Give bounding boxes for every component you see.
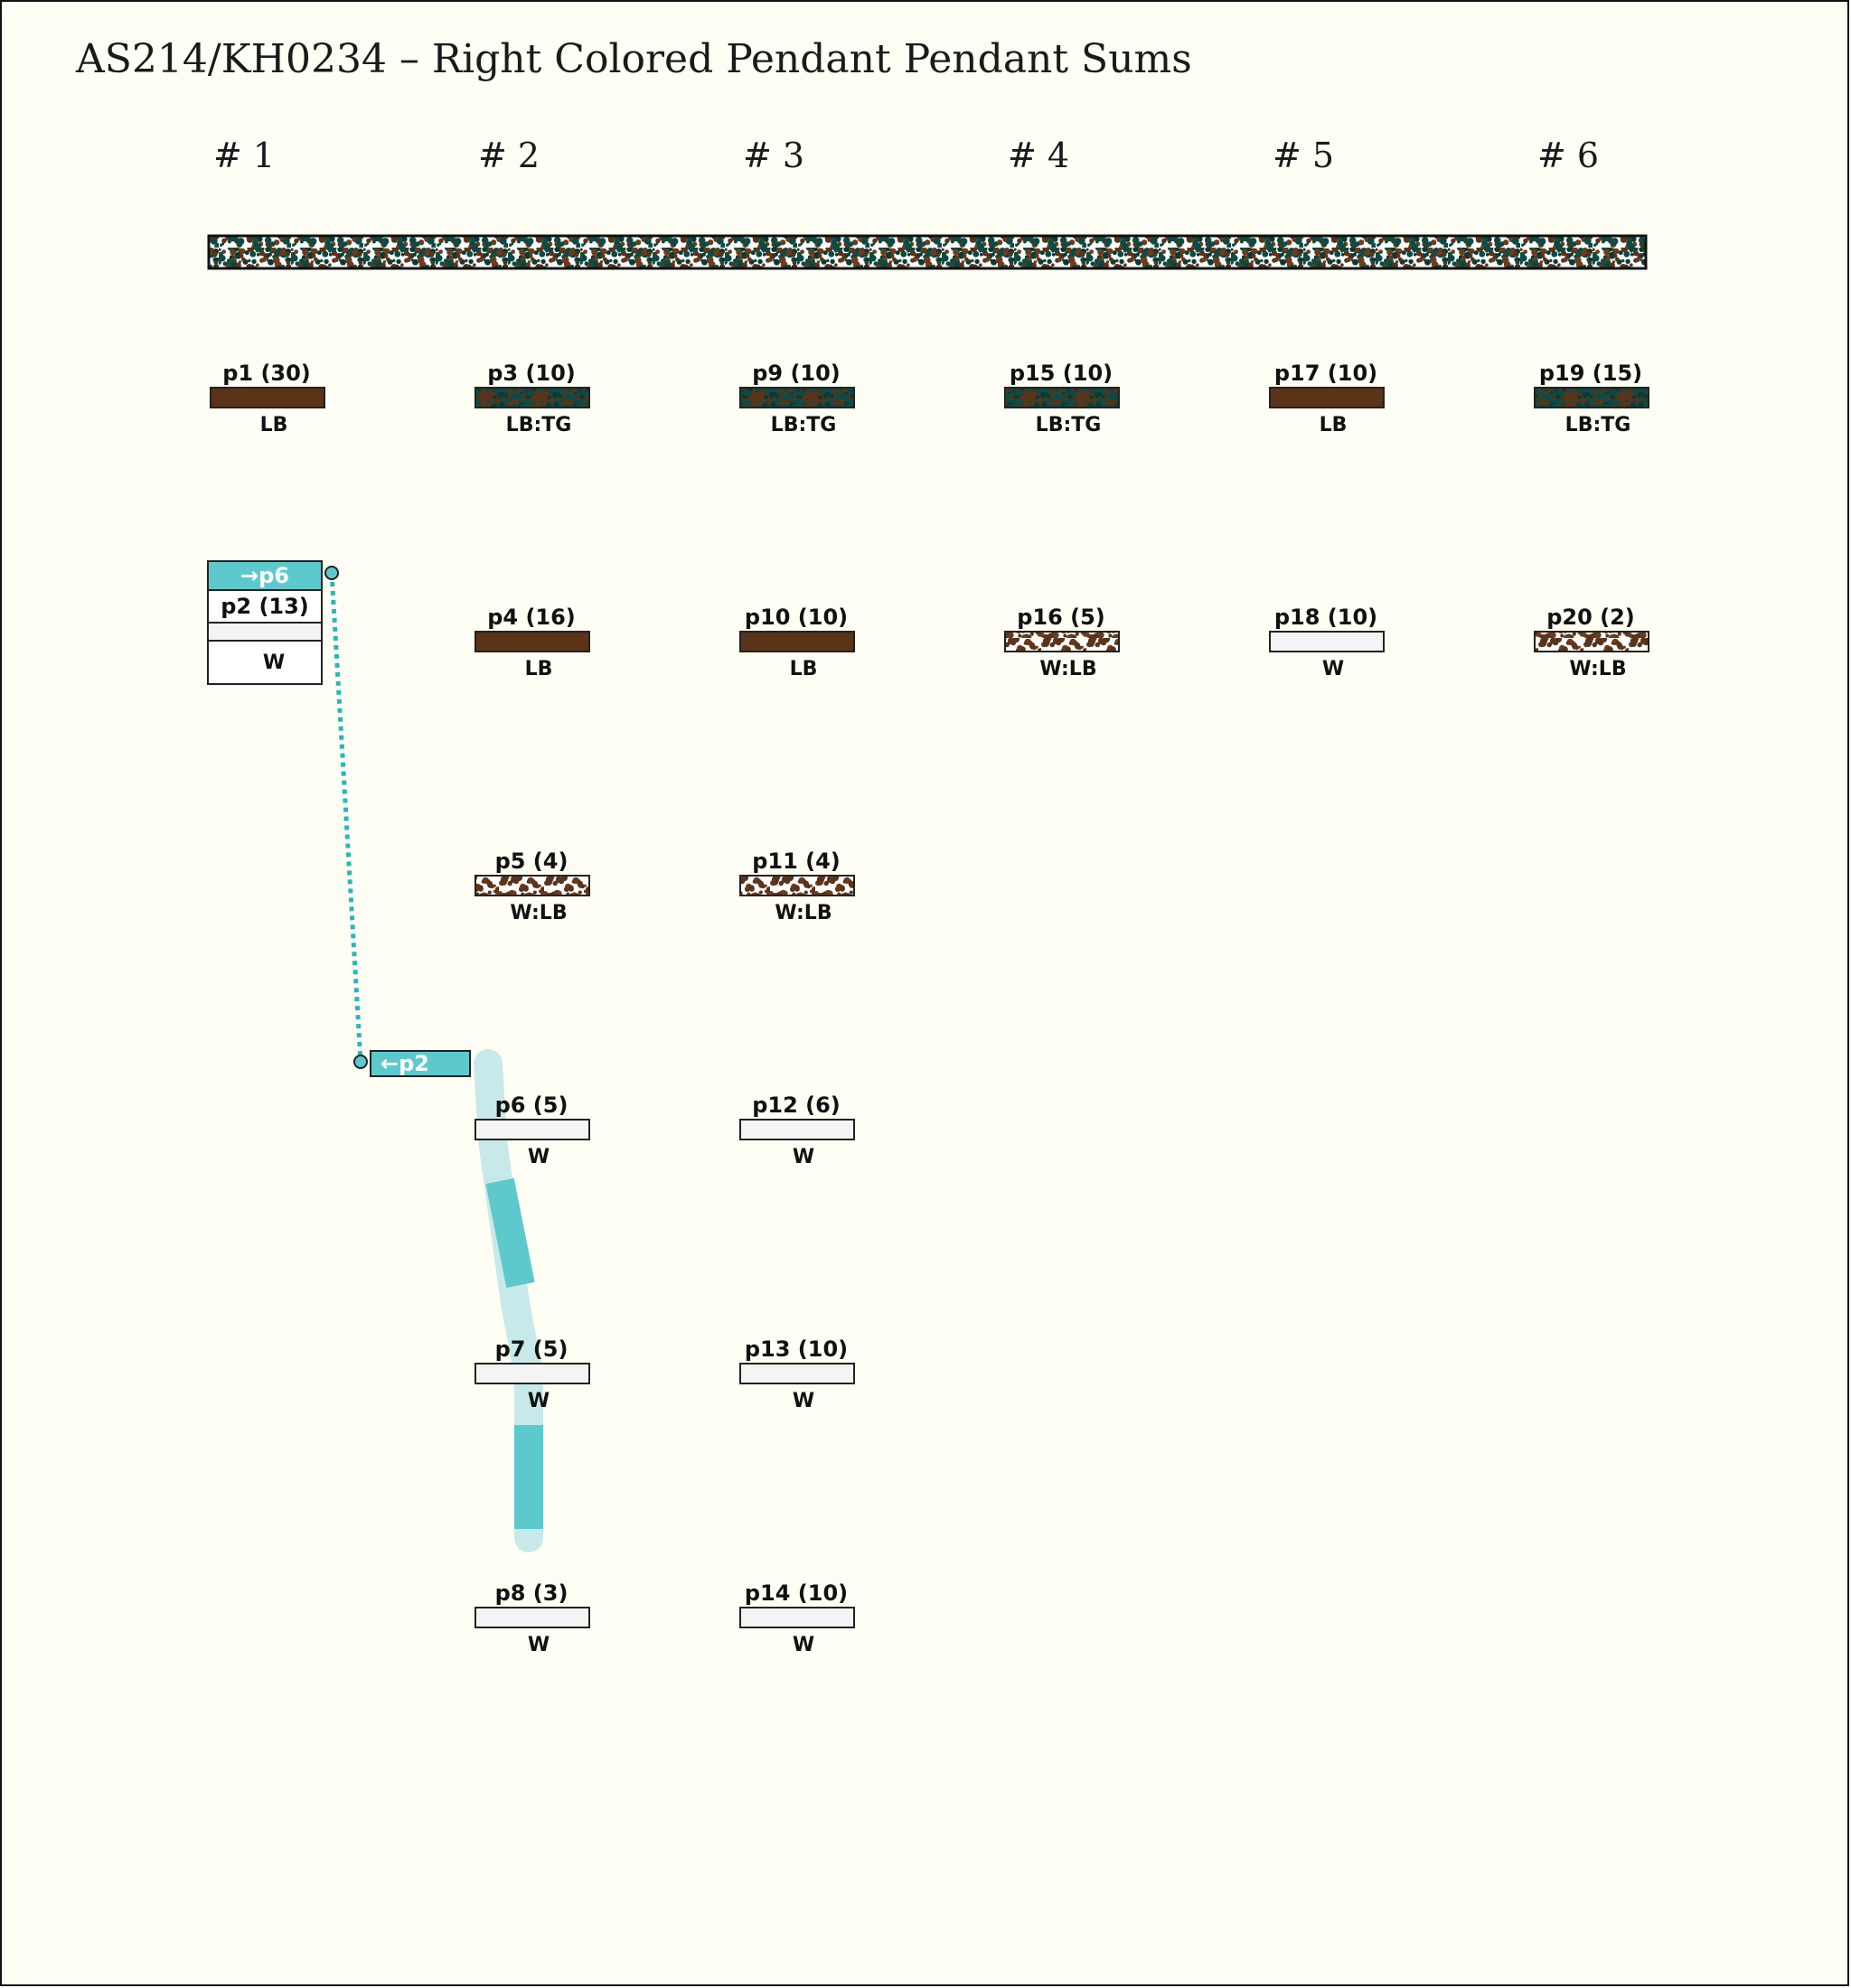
- sum-pendant-box-p2[interactable]: [207, 560, 323, 685]
- diagram-graphics: [2, 2, 1849, 1986]
- pendant-bar-p2[interactable]: [209, 622, 321, 642]
- sum-link-tag-from[interactable]: ←p2: [370, 1050, 471, 1077]
- pendant-color-p18: W: [1321, 658, 1345, 680]
- pendant-color-p2: W: [262, 652, 286, 674]
- sum-link-line: [332, 573, 361, 1062]
- pendant-label-p2: p2 (13): [221, 594, 309, 619]
- pendant-color-p14: W: [792, 1634, 815, 1656]
- pendant-label-p7: p7 (5): [494, 1336, 568, 1362]
- sum-link-tag-to[interactable]: →p6: [209, 562, 321, 591]
- column-label-3: # 3: [742, 136, 805, 175]
- pendant-label-p19: p19 (15): [1538, 361, 1643, 386]
- pendant-label-p14: p14 (10): [744, 1580, 849, 1606]
- pendant-bar-p13[interactable]: [740, 1364, 854, 1383]
- pendant-color-p10: LB: [789, 658, 818, 680]
- pendant-color-p15: LB:TG: [1035, 414, 1102, 436]
- pendant-color-p19: LB:TG: [1564, 414, 1631, 436]
- pendant-color-p16: W:LB: [1039, 658, 1097, 680]
- pendant-bar-p11[interactable]: [740, 876, 854, 896]
- pendant-bar-p8[interactable]: [475, 1608, 589, 1627]
- pendant-color-p4: LB: [524, 658, 553, 680]
- pendant-bar-p19[interactable]: [1535, 388, 1649, 408]
- pendant-bar-p1[interactable]: [211, 388, 324, 408]
- pendant-label-p6: p6 (5): [494, 1092, 568, 1118]
- pendant-bar-p20[interactable]: [1535, 632, 1649, 652]
- pendant-bar-p12[interactable]: [740, 1120, 854, 1139]
- page-title: AS214/KH0234 – Right Colored Pendant Pendant Sums: [76, 36, 1192, 82]
- pendant-bar-p18[interactable]: [1270, 632, 1384, 652]
- pendant-label-p3: p3 (10): [487, 361, 576, 386]
- pendant-label-p16: p16 (5): [1017, 605, 1105, 630]
- pendant-bar-p16[interactable]: [1005, 632, 1119, 652]
- pendant-color-p7: W: [527, 1390, 550, 1412]
- pendant-bar-p15[interactable]: [1005, 388, 1119, 408]
- pendant-bar-p7[interactable]: [475, 1364, 589, 1383]
- pendant-bar-p4[interactable]: [475, 632, 589, 652]
- pendant-label-p4: p4 (16): [487, 605, 576, 630]
- column-label-1: # 1: [212, 136, 276, 175]
- column-label-4: # 4: [1007, 136, 1070, 175]
- pendant-color-p8: W: [527, 1634, 550, 1656]
- sum-link-end-dot: [354, 1055, 367, 1068]
- pendant-label-p11: p11 (4): [752, 849, 841, 874]
- pendant-color-p11: W:LB: [775, 902, 832, 924]
- pendant-label-p17: p17 (10): [1273, 361, 1378, 386]
- pendant-color-p12: W: [792, 1146, 815, 1168]
- pendant-color-p6: W: [527, 1146, 550, 1168]
- pendant-bar-p9[interactable]: [740, 388, 854, 408]
- pendant-label-p20: p20 (2): [1546, 605, 1635, 630]
- pendant-color-p3: LB:TG: [505, 414, 572, 436]
- column-label-5: # 5: [1272, 136, 1335, 175]
- pendant-color-p9: LB:TG: [770, 414, 837, 436]
- pendant-label-p5: p5 (4): [494, 849, 568, 874]
- column-label-6: # 6: [1536, 136, 1600, 175]
- pendant-label-p8: p8 (3): [494, 1580, 568, 1606]
- main-cord: [209, 236, 1646, 268]
- pendant-color-p5: W:LB: [510, 902, 568, 924]
- pendant-bar-p6[interactable]: [475, 1120, 589, 1139]
- pendant-bar-p5[interactable]: [475, 876, 589, 896]
- pendant-bar-p10[interactable]: [740, 632, 854, 652]
- pendant-color-p17: LB: [1319, 414, 1348, 436]
- pendant-color-p13: W: [792, 1390, 815, 1412]
- pendant-color-p20: W:LB: [1569, 658, 1627, 680]
- pendant-color-p1: LB: [259, 414, 288, 436]
- pendant-label-p9: p9 (10): [752, 361, 841, 386]
- pendant-label-p10: p10 (10): [744, 605, 849, 630]
- pendant-bar-p3[interactable]: [475, 388, 589, 408]
- pendant-label-p1: p1 (30): [222, 361, 311, 386]
- pendant-label-p13: p13 (10): [744, 1336, 849, 1362]
- column-label-2: # 2: [477, 136, 540, 175]
- pendant-bar-p17[interactable]: [1270, 388, 1384, 408]
- pendant-bar-p14[interactable]: [740, 1608, 854, 1627]
- pendant-label-p18: p18 (10): [1273, 605, 1378, 630]
- pendant-label-p15: p15 (10): [1009, 361, 1113, 386]
- pendant-label-p12: p12 (6): [752, 1092, 841, 1118]
- sum-link-start-dot: [325, 567, 338, 579]
